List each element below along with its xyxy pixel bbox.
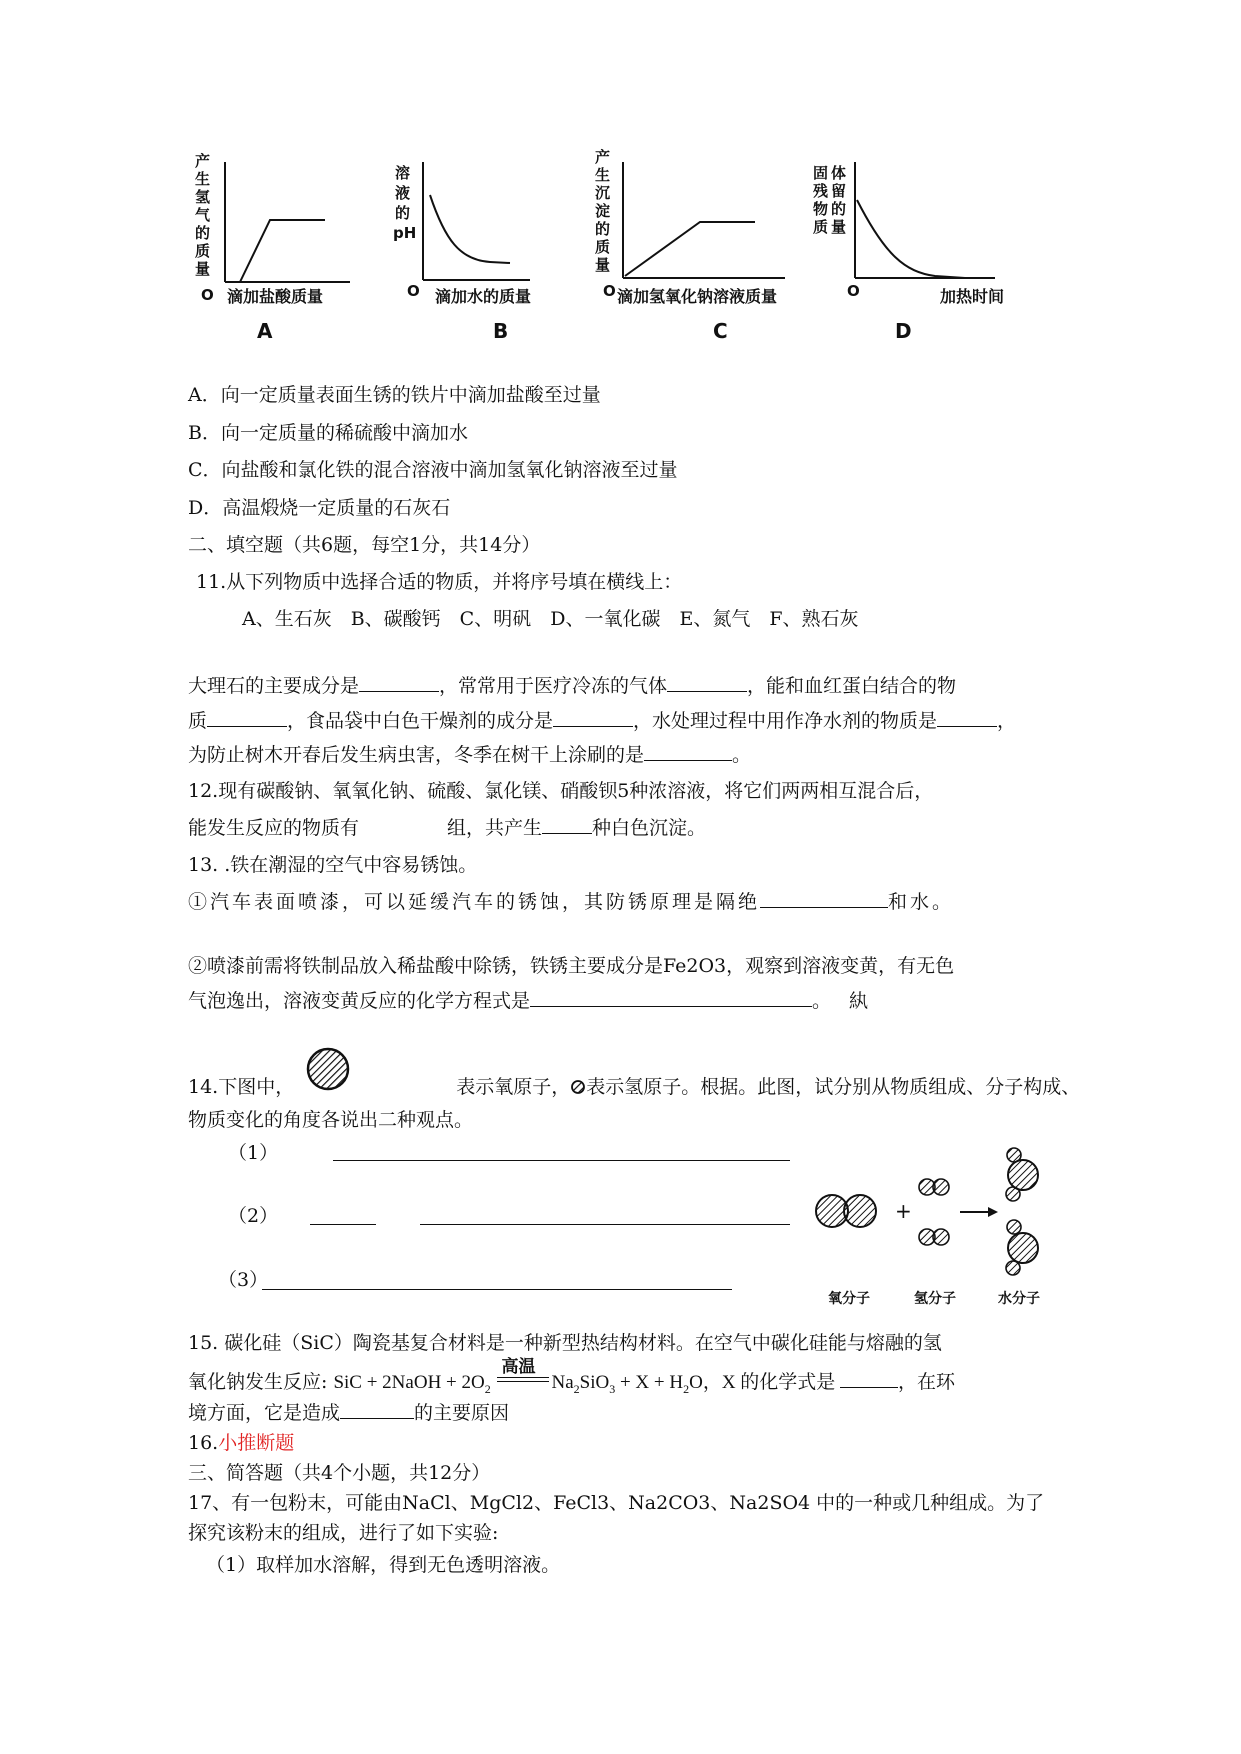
option-c: C．向盐酸和氯化铁的混合溶液中滴加氢氧化钠溶液至过量 [188,459,678,481]
q17-line3: （1）取样加水溶解，得到无色透明溶液。 [206,1554,561,1576]
eq-condition: 高温 [501,1357,536,1377]
q12-text-2b: 组，共产生 [447,817,543,839]
reaction-arrow-icon [960,1207,998,1217]
q15-text-3b: 的主要原因 [414,1402,510,1424]
graph-c-origin: O [603,282,616,300]
q14-text-1b: 表示氧原子， [456,1076,571,1098]
q12-line1: 12.现有碳酸钠、氧氧化钠、硫酸、氯化镁、硝酸钡5种浓溶液，将它们两两相互混合后， [188,780,934,802]
eq-na: Na [551,1372,574,1393]
q17-line2: 探究该粉末的组成，进行了如下实验: [188,1522,499,1544]
q11-text-2c: ，水处理过程中用作净水剂的物质是 [633,710,938,732]
q15-text-2a: 氧化钠发生反应: [188,1371,328,1393]
graph-c-xlabel: 滴加氢氧化钠溶液质量 [617,287,778,306]
graphs-figure [195,148,1055,350]
graph-d-origin: O [847,282,860,300]
graph-c-ylabel: 产生沉淀的质量 [595,148,611,274]
q11-text-1a: 大理石的主要成分是 [188,675,360,697]
eq-sio: SiO [579,1372,610,1393]
eq-sub-o2: 2 [484,1381,491,1396]
q11-text-3b: 。 [732,744,752,766]
graph-a-letter: A [257,319,273,343]
q14-answer-line-2b[interactable] [420,1224,790,1225]
eq-left: SiC + 2NaOH + 2O [333,1372,485,1393]
q15-line1: 15. 碳化硅（SiC）陶瓷基复合材料是一种新型热结构材料。在空气中碳化硅能与熔融的氢 [188,1332,942,1354]
q13-text-2a: ①汽车表面喷漆，可以延缓汽车的锈蚀，其防锈原理是隔绝 [188,891,761,913]
q11-text-3a: 为防止树木开春后发生病虫害，冬季在树干上涂刷的是 [188,744,645,766]
q11-blank-5[interactable] [937,708,997,727]
q14-line2: 物质变化的角度各说出二种观点。 [188,1109,474,1131]
graph-b-curve [430,195,510,263]
q13-text-4a: 气泡逸出，溶液变黄反应的化学方程式是 [188,990,531,1012]
q12-text-2c: 种白色沉淀。 [592,817,707,839]
plus-sign: + [895,1199,912,1223]
q11-line2 [188,708,1016,734]
q11-text-2a: 质 [188,710,208,732]
q14-item-3-number: （3） [218,1269,269,1291]
q11-text-2b: ，食品袋中白色干燥剂的成分是 [287,710,554,732]
graph-d [813,162,1004,343]
graph-c-letter: C [713,319,728,343]
graph-d-xlabel: 加热时间 [940,287,1005,306]
q11-blank-3[interactable] [207,708,287,727]
q11-blank-4[interactable] [553,708,633,727]
reaction-diagram [810,1145,1050,1315]
section-2-heading: 二、填空题（共6题，每空1分，共14分） [188,534,541,556]
eq-sub-h2: 2 [683,1381,690,1396]
q12-blank-2[interactable] [542,815,592,834]
q13-line3: ②喷漆前需将铁制品放入稀盐酸中除锈，铁锈主要成分是Fe2O3，观察到溶液变黄，有无色 [188,955,955,977]
q16-line [188,1430,294,1456]
graph-c [595,148,785,343]
q11-line1 [188,673,956,699]
q16-title: 小推断题 [218,1432,295,1454]
q11-blank-1[interactable] [359,673,439,692]
q15-line3 [188,1400,509,1426]
q11-line3 [188,742,751,768]
option-b: B．向一定质量的稀硫酸中滴加水 [188,422,468,444]
section-3-heading: 三、简答题（共4个小题，共12分） [188,1462,491,1484]
graph-b-letter: B [493,319,509,343]
label-oxygen-molecule: 氧分子 [828,1291,870,1307]
eq-condition-arrow [495,1357,551,1392]
q15-text-3a: 境方面，它是造成 [188,1402,341,1424]
q13-line1: 13. .铁在潮湿的空气中容易锈蚀。 [188,854,478,876]
q14-line1 [188,1074,1080,1100]
q12-line2 [188,815,706,841]
graph-a-ylabel: 产生氢气的质量 [195,152,211,278]
q11-stem: 11.从下列物质中选择合适的物质，并将序号填在横线上： [196,571,683,593]
q13-blank-2[interactable] [530,988,812,1007]
q13-text-4b: 。 [812,990,832,1012]
q15-blank-2[interactable] [340,1400,414,1419]
q13-line2 [188,889,954,915]
hydrogen-atom-icon [570,1079,586,1095]
hydrogen-molecule-icon [919,1179,949,1245]
q13-text-2b: 和水。 [888,891,955,913]
graph-d-ylabel: 固残物质 [813,164,829,236]
graph-b-ylabel: 溶液的 pH [393,164,417,242]
q11-blank-6[interactable] [644,742,732,761]
q11-choices: A、生石灰 B、碳酸钙 C、明矾 D、一氧化碳 E、氮气 F、熟石灰 [242,608,859,630]
graph-a-origin: O [201,286,214,304]
q11-text-1c: ，能和血红蛋白结合的物 [747,675,957,697]
eq-tail: O，X 的化学式是 [689,1372,836,1393]
label-hydrogen-molecule: 氢分子 [914,1291,956,1307]
q15-equation [333,1357,840,1396]
oxygen-molecule-icon [816,1195,876,1227]
q13-line4 [188,988,868,1014]
q14-answer-line-1[interactable] [333,1160,790,1161]
q15-text-2b: ，在环 [898,1371,956,1393]
graph-b [393,162,531,343]
q14-text-1a: 14.下图中， [188,1076,295,1098]
q14-answer-line-3[interactable] [262,1289,732,1290]
q11-text-1b: ，常常用于医疗冷冻的气体 [439,675,668,697]
option-a: A．向一定质量表面生锈的铁片中滴加盐酸至过量 [188,384,601,406]
eq-sub-na: 2 [573,1381,580,1396]
q12-text-2a: 能发生反应的物质有 [188,817,360,839]
graph-a-curve [240,220,325,282]
q15-line2 [188,1357,956,1402]
q16-number: 16. [188,1432,219,1454]
svg-text:体留的量: 体留的量 [831,164,847,236]
graph-a-xlabel: 滴加盐酸质量 [227,287,324,306]
graph-b-xlabel: 滴加水的质量 [435,287,532,306]
q11-text-2d: ， [997,710,1017,732]
graph-d-letter: D [895,319,912,343]
eq-x-h: + X + H [615,1372,684,1393]
option-d: D．高温煅烧一定质量的石灰石 [188,497,451,519]
graph-d-curve [857,200,965,278]
eq-sub-o3: 3 [609,1381,616,1396]
graph-a [195,152,350,343]
q15-blank-1[interactable] [840,1369,898,1388]
q13-blank-1[interactable] [760,889,888,908]
label-water-molecule: 水分子 [998,1291,1040,1307]
q17-line1: 17、有一包粉末，可能由NaCl、MgCl2、FeCl3、Na2CO3、Na2SO4 中的一种或几种组成。为了 [188,1492,1045,1514]
q14-item-2-number: （2） [228,1205,279,1227]
water-molecule-icon [1006,1148,1038,1275]
q13-stray-char: 紈 [849,990,869,1012]
q11-blank-2[interactable] [667,673,747,692]
q14-answer-line-2a[interactable] [310,1224,376,1225]
q14-text-1c: 表示氢原子。根据。此图，试分别从物质组成、分子构成、 [586,1076,1081,1098]
q14-item-1-number: （1） [228,1142,279,1164]
graph-c-curve [625,222,755,276]
graph-b-origin: O [407,282,420,300]
